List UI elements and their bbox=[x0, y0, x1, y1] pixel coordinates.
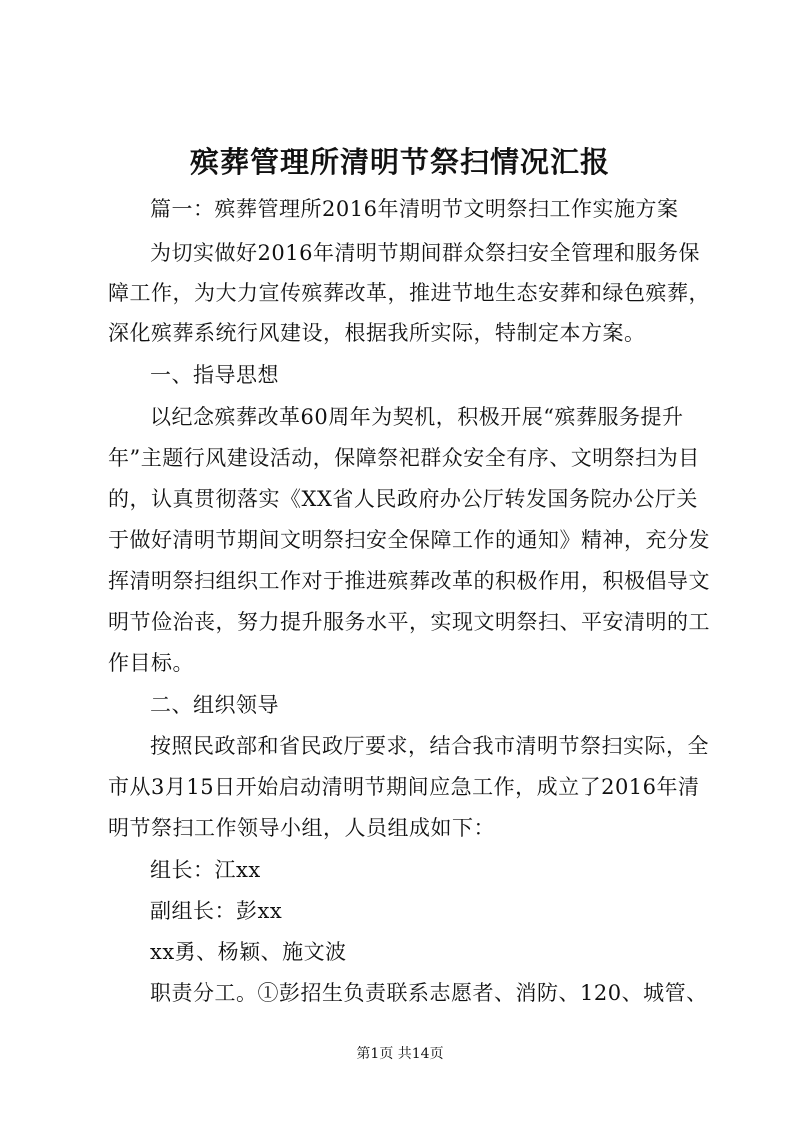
paragraph-line: 于做好清明节期间文明祭扫安全保障工作的通知》精神，充分发 bbox=[108, 528, 710, 552]
paragraph-line: 职责分工。①彭招生负责联系志愿者、消防、120、城管、 bbox=[150, 981, 708, 1005]
section-heading: 一、指导思想 bbox=[150, 363, 279, 387]
paragraph-line: 障工作，为大力宣传殡葬改革，推进节地生态安葬和绿色殡葬， bbox=[108, 281, 710, 305]
paragraph-line: 以纪念殡葬改革60周年为契机，积极开展“殡葬服务提升 bbox=[150, 405, 684, 429]
paragraph-line: 挥清明祭扫组织工作对于推进殡葬改革的积极作用，积极倡导文 bbox=[108, 569, 710, 593]
paragraph-line: 作目标。 bbox=[108, 651, 194, 675]
paragraph-line: 明节俭治丧，努力提升服务水平，实现文明祭扫、平安清明的工 bbox=[108, 610, 710, 634]
document-title: 殡葬管理所清明节祭扫情况汇报 bbox=[189, 145, 610, 179]
paragraph-line: 明节祭扫工作领导小组，人员组成如下： bbox=[108, 816, 495, 840]
paragraph-line: 市从3月15日开始启动清明节期间应急工作，成立了2016年清 bbox=[108, 775, 700, 799]
paragraph-line: 按照民政部和省民政厅要求，结合我市清明节祭扫实际，全 bbox=[150, 734, 709, 758]
section-heading: 篇一：殡葬管理所2016年清明节文明祭扫工作实施方案 bbox=[150, 197, 679, 221]
page-footer: 第1页 共14页 bbox=[356, 1046, 444, 1062]
paragraph-line: 的，认真贯彻落实《XX省人民政府办公厅转发国务院办公厅关 bbox=[108, 487, 698, 511]
paragraph-line: 组长：江xx bbox=[150, 858, 261, 882]
section-heading: 二、组织领导 bbox=[150, 693, 279, 717]
paragraph-line: 年”主题行风建设活动，保障祭祀群众安全有序、文明祭扫为目 bbox=[108, 446, 700, 470]
paragraph-line: 副组长：彭xx bbox=[150, 899, 283, 923]
paragraph-line: 为切实做好2016年清明节期间群众祭扫安全管理和服务保 bbox=[150, 241, 700, 265]
paragraph-line: xx勇、杨颖、施文波 bbox=[150, 940, 347, 964]
paragraph-line: 深化殡葬系统行风建设，根据我所实际，特制定本方案。 bbox=[108, 321, 646, 345]
